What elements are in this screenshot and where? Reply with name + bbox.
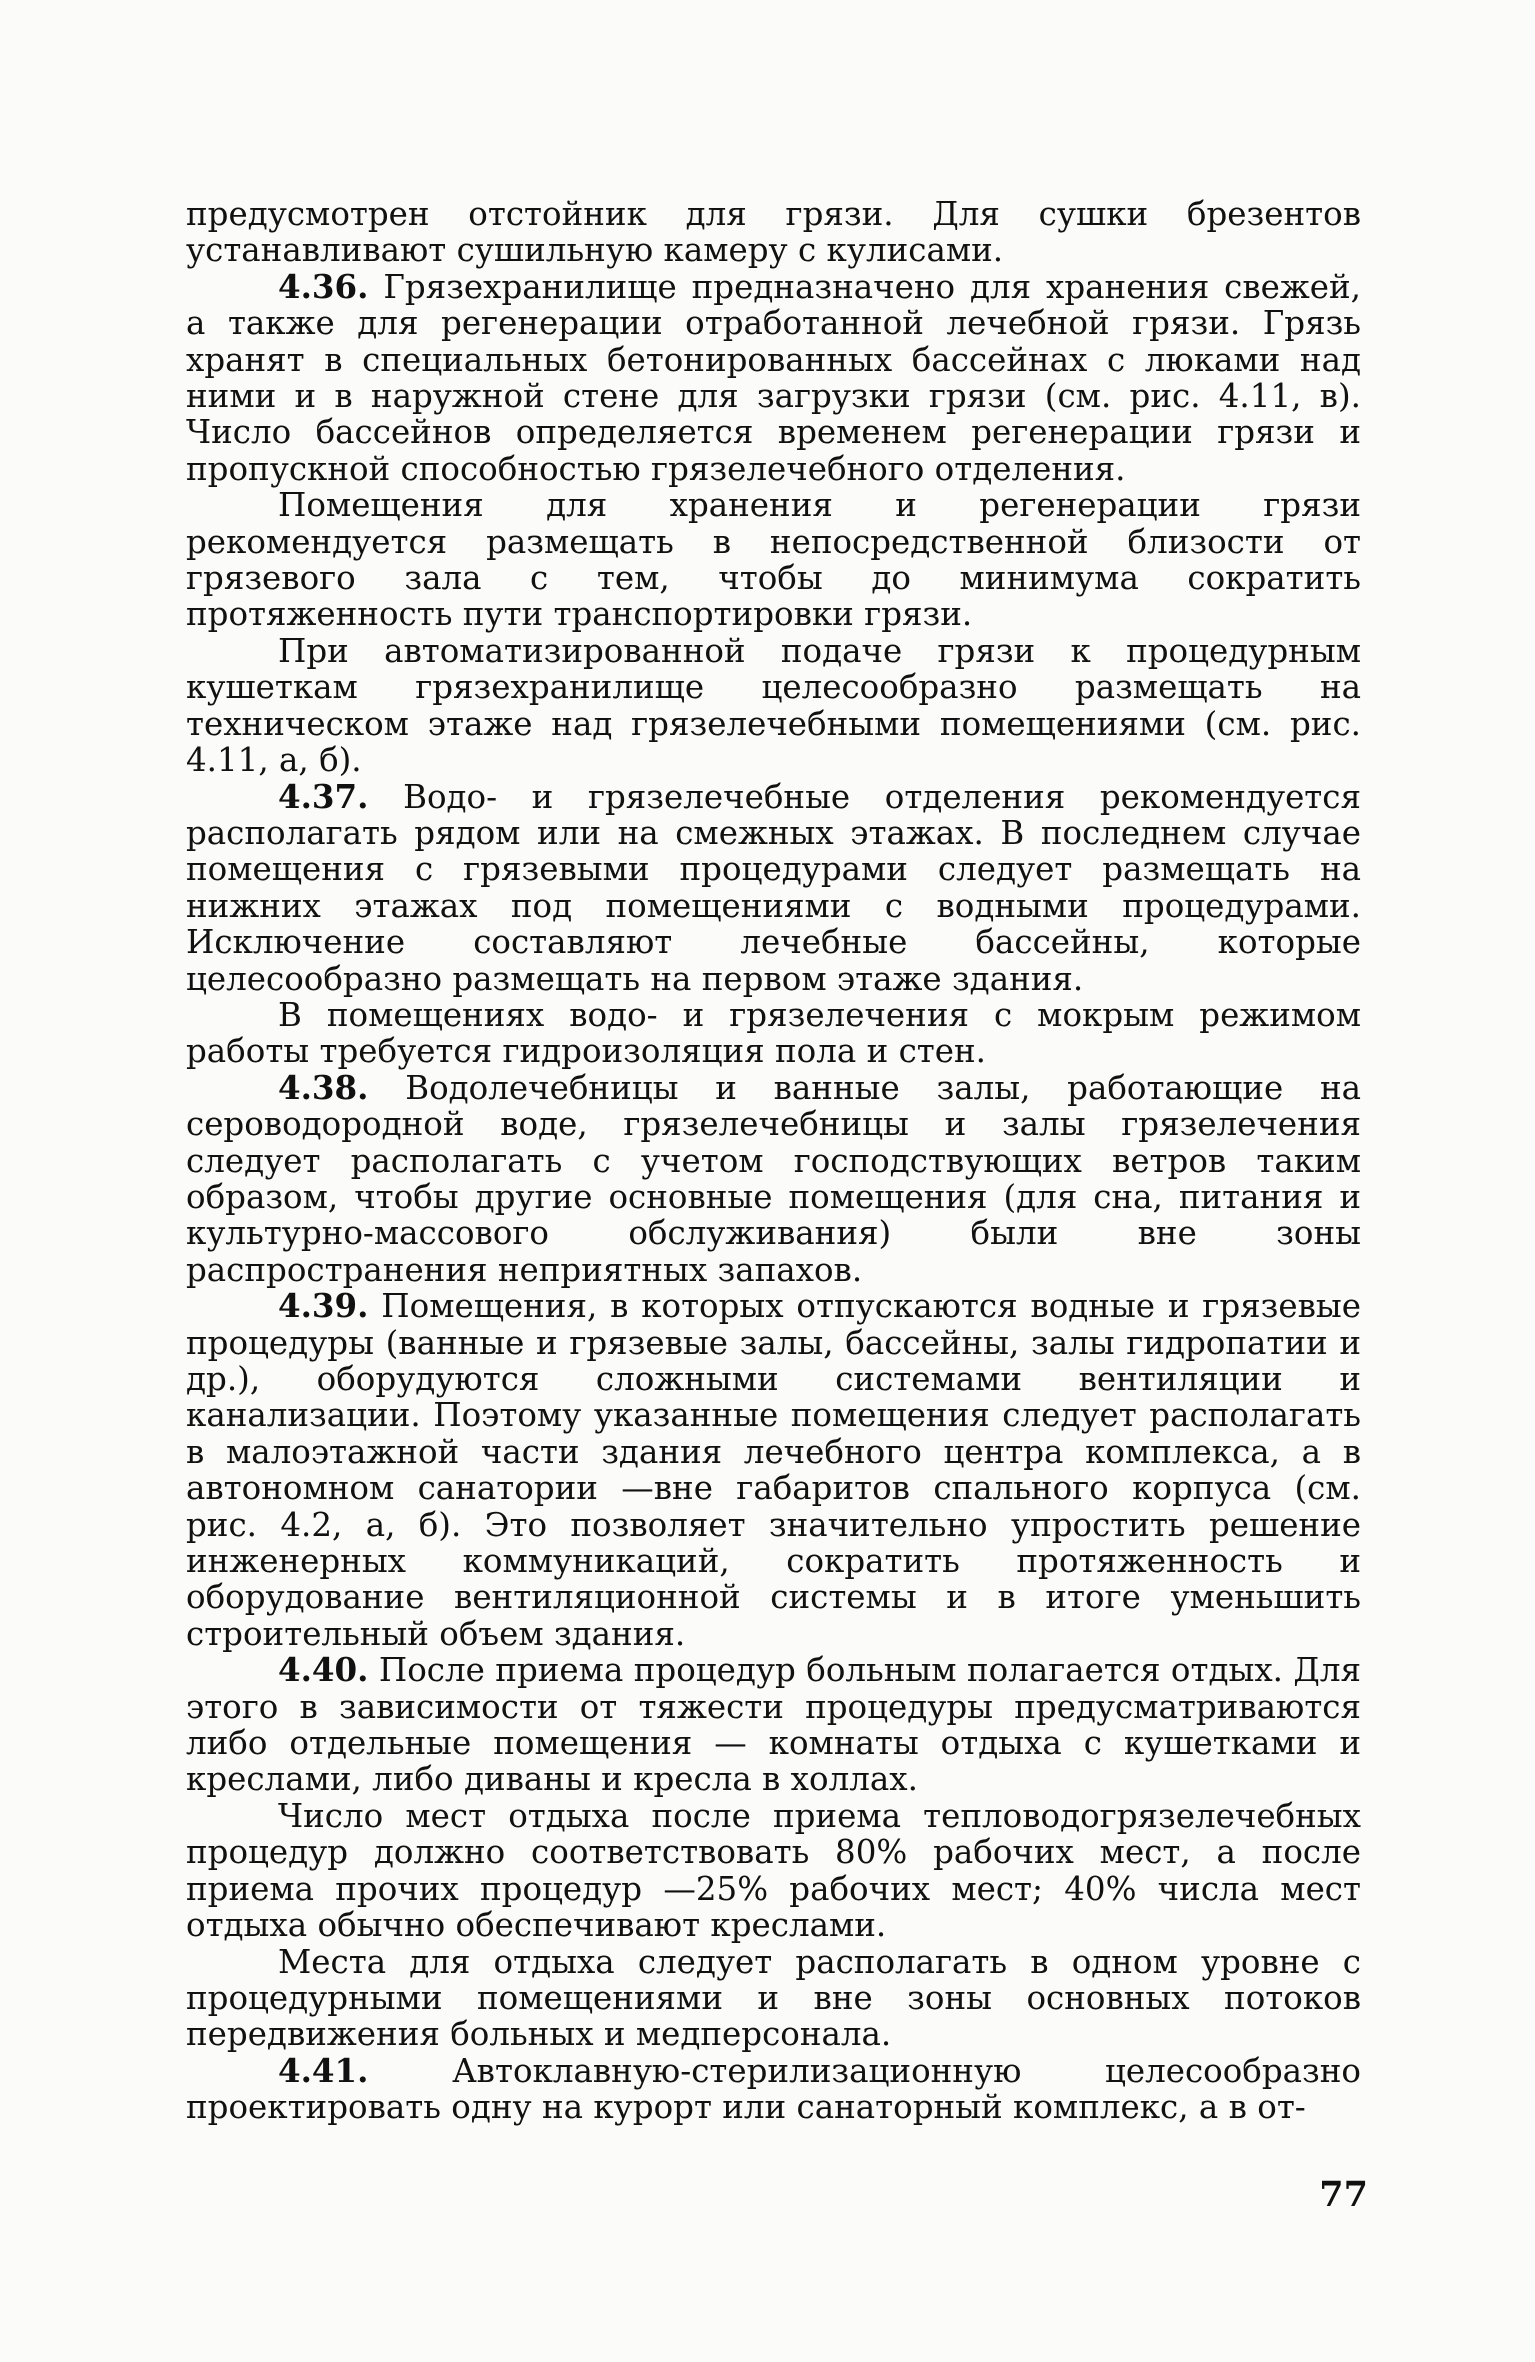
paragraph-text: В помещениях водо- и грязелечения с мокрым режимом работы требуется гидроизоляция пола и стен. <box>186 995 1361 1071</box>
section-number: 4.37. <box>278 776 369 816</box>
paragraph-4-37 <box>186 776 1361 998</box>
paragraph-text: Места для отдыха следует располагать в одном уровне с процедурными помещениями и вне зоны основных потоков передвижения больных и медперсонала. <box>186 1942 1361 2054</box>
paragraph <box>186 487 1361 633</box>
section-number: 4.39. <box>278 1286 369 1326</box>
paragraph-text: Водолечебницы и ванные залы, работающие на сероводородной воде, грязелечебницы и залы грязелечения следует располагать с учетом господствующих ветров таким образом, чтобы другие основные помещения (для сна, питания и культурно-массового обслуживания) были вне зоны распространения неприятных запахов. <box>186 1068 1361 1289</box>
paragraph <box>186 633 1361 779</box>
section-number: 4.41. <box>278 2050 369 2090</box>
paragraph-text: При автоматизированной подаче грязи к процедурным кушеткам грязехранилище целесообразно размещать на техническом этаже над грязелечебными помещениями (см. рис. 4.11, а, б). <box>186 631 1361 780</box>
paragraph-4-39 <box>186 1288 1361 1652</box>
page-body-text <box>186 196 1361 2126</box>
paragraph-text: Число мест отдыха после приема тепловодогрязелечебных процедур должно соответствовать 80% рабочих мест, а после приема прочих процедур —25% рабочих мест; 40% числа мест отдыха обычно обеспечивают креслами. <box>186 1796 1361 1945</box>
paragraph-text: Грязехранилище предназначено для хранения свежей, а также для регенерации отработанной лечебной грязи. Грязь хранят в специальных бетонированных бассейнах с люками над ними и в наружной стене для загрузки грязи (см. рис. 4.11, в). Число бассейнов определяется временем регенерации грязи и пропускной способностью грязелечебного отделения. <box>186 267 1361 488</box>
paragraph <box>186 1944 1361 2053</box>
paragraph <box>186 1798 1361 1944</box>
page-number: 77 <box>1319 2174 1368 2215</box>
paragraph-text: После приема процедур больным полагается отдых. Для этого в зависимости от тяжести процедуры предусматриваются либо отдельные помещения — комнаты отдыха с кушетками и креслами, либо диваны и кресла в холлах. <box>186 1651 1361 1799</box>
section-number: 4.36. <box>278 266 369 306</box>
paragraph-text: Автоклавную-стерилизационную целесообразно проектировать одну на курорт или санаторный комплекс, а в от- <box>186 2051 1361 2127</box>
paragraph-4-41 <box>186 2050 1361 2127</box>
section-number: 4.40. <box>278 1650 369 1690</box>
paragraph-text: Водо- и грязелечебные отделения рекомендуется располагать рядом или на смежных этажах. В последнем случае помещения с грязевыми процедурами следует размещать на нижних этажах под помещениями с водными процедурами. Исключение составляют лечебные бассейны, которые целесообразно размещать на первом этаже здания. <box>186 777 1361 998</box>
paragraph-text: предусмотрен отстойник для грязи. Для сушки брезентов устанавливают сушильную камеру с кулисами. <box>186 195 1361 270</box>
paragraph-text: Помещения для хранения и регенерации грязи рекомендуется размещать в непосредственной близости от грязевого зала с тем, чтобы до минимума сократить протяженность пути транспортировки грязи. <box>186 486 1361 634</box>
section-number: 4.38. <box>278 1067 369 1107</box>
paragraph-continuation <box>186 196 1361 269</box>
paragraph <box>186 997 1361 1070</box>
paragraph-4-40 <box>186 1652 1361 1798</box>
paragraph-4-36 <box>186 266 1361 488</box>
paragraph-text: Помещения, в которых отпускаются водные и грязевые процедуры (ванные и грязевые залы, бассейны, залы гидропатии и др.), оборудуются сложными системами вентиляции и канализации. Поэтому указанные помещения следует располагать в малоэтажной части здания лечебного центра комплекса, а в автономном санатории —вне габаритов спального корпуса (см. рис. 4.2, а, б). Это позволяет значительно упростить решение инженерных коммуникаций, сократить протяженность и оборудование вентиляционной системы и в итоге уменьшить строительный объем здания. <box>186 1287 1361 1653</box>
paragraph-4-38 <box>186 1067 1361 1289</box>
